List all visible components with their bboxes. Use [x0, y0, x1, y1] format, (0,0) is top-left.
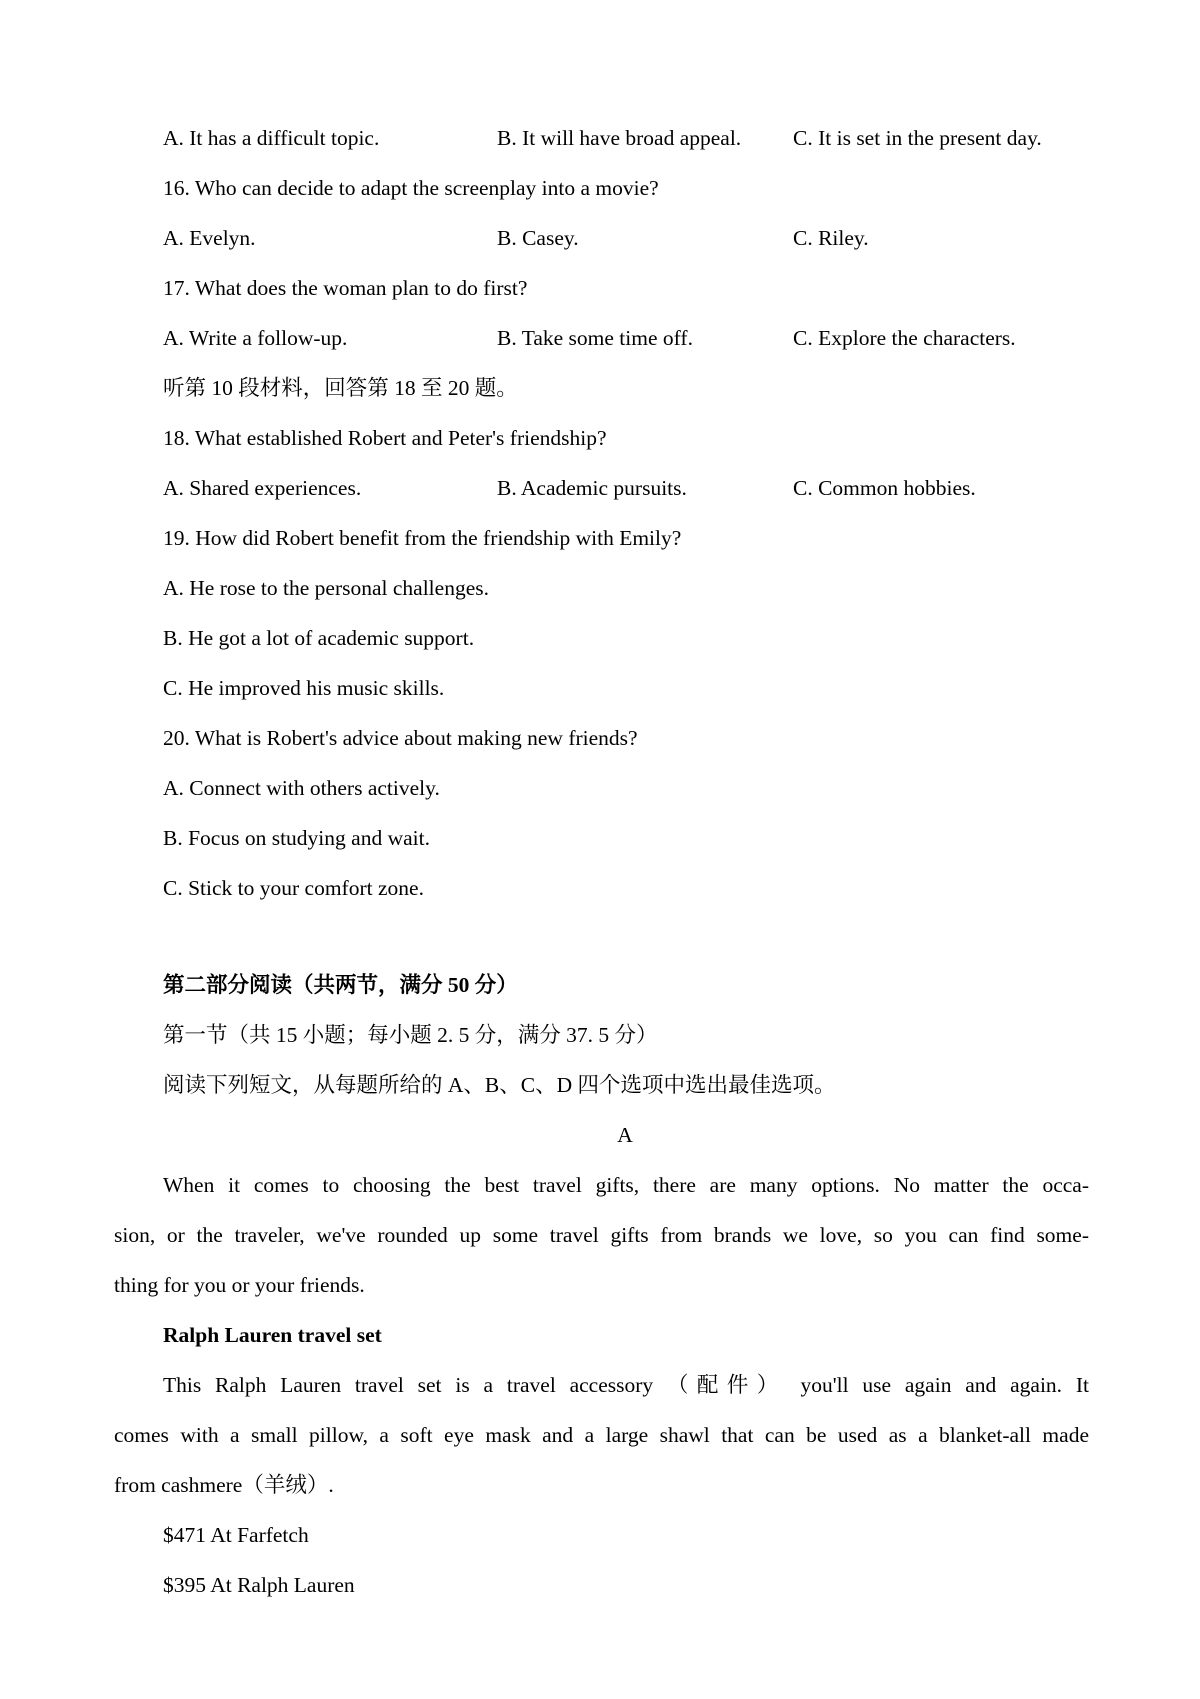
intro-line-2: sion, or the traveler, we've rounded up some travel gifts from brands we love, so you can find some-: [114, 1223, 1089, 1247]
q15-option-b: B. It will have broad appeal.: [497, 126, 742, 150]
q16-option-a: A. Evelyn.: [163, 226, 256, 250]
intro-line-3: thing for you or your friends.: [114, 1273, 365, 1297]
q19-option-c: C. He improved his music skills.: [163, 676, 445, 700]
price-farfetch: $471 At Farfetch: [163, 1523, 309, 1547]
q18-option-c: C. Common hobbies.: [793, 476, 976, 500]
q16-option-c: C. Riley.: [793, 226, 869, 250]
section10-instruction: 听第 10 段材料，回答第 18 至 20 题。: [163, 376, 518, 400]
q20-option-b: B. Focus on studying and wait.: [163, 826, 430, 850]
q17-option-a: A. Write a follow-up.: [163, 326, 348, 350]
q19-option-b: B. He got a lot of academic support.: [163, 626, 475, 650]
q20-option-a: A. Connect with others actively.: [163, 776, 440, 800]
q15-option-a: A. It has a difficult topic.: [163, 126, 380, 150]
price-ralph-lauren: $395 At Ralph Lauren: [163, 1573, 355, 1597]
part2-instruction: 阅读下列短文，从每题所给的 A、B、C、D 四个选项中选出最佳选项。: [163, 1073, 836, 1097]
part2-heading: 第二部分阅读（共两节，满分 50 分）: [163, 973, 518, 997]
q18-option-a: A. Shared experiences.: [163, 476, 362, 500]
q19-option-a: A. He rose to the personal challenges.: [163, 576, 489, 600]
q17-question: 17. What does the woman plan to do first?: [163, 276, 528, 300]
item-line-2: comes with a small pillow, a soft eye mask and a large shawl that can be used as a blanket-all made: [114, 1423, 1089, 1447]
q20-option-c: C. Stick to your comfort zone.: [163, 876, 424, 900]
passage-label: A: [617, 1123, 633, 1147]
q19-question: 19. How did Robert benefit from the friendship with Emily?: [163, 526, 682, 550]
part2-section1: 第一节（共 15 小题；每小题 2. 5 分，满分 37. 5 分）: [163, 1023, 658, 1047]
q18-option-b: B. Academic pursuits.: [497, 476, 687, 500]
q15-option-c: C. It is set in the present day.: [793, 126, 1042, 150]
q17-option-c: C. Explore the characters.: [793, 326, 1016, 350]
q17-option-b: B. Take some time off.: [497, 326, 693, 350]
q18-question: 18. What established Robert and Peter's friendship?: [163, 426, 607, 450]
q20-question: 20. What is Robert's advice about making new friends?: [163, 726, 638, 750]
q16-option-b: B. Casey.: [497, 226, 579, 250]
q16-question: 16. Who can decide to adapt the screenplay into a movie?: [163, 176, 659, 200]
item-line-3: from cashmere（羊绒）.: [114, 1473, 334, 1497]
item-line-1: This Ralph Lauren travel set is a travel accessory （配件） you'll use again and again. It: [163, 1373, 1089, 1397]
item-title: Ralph Lauren travel set: [163, 1323, 382, 1347]
intro-line-1: When it comes to choosing the best travel gifts, there are many options. No matter the occa-: [163, 1173, 1089, 1197]
